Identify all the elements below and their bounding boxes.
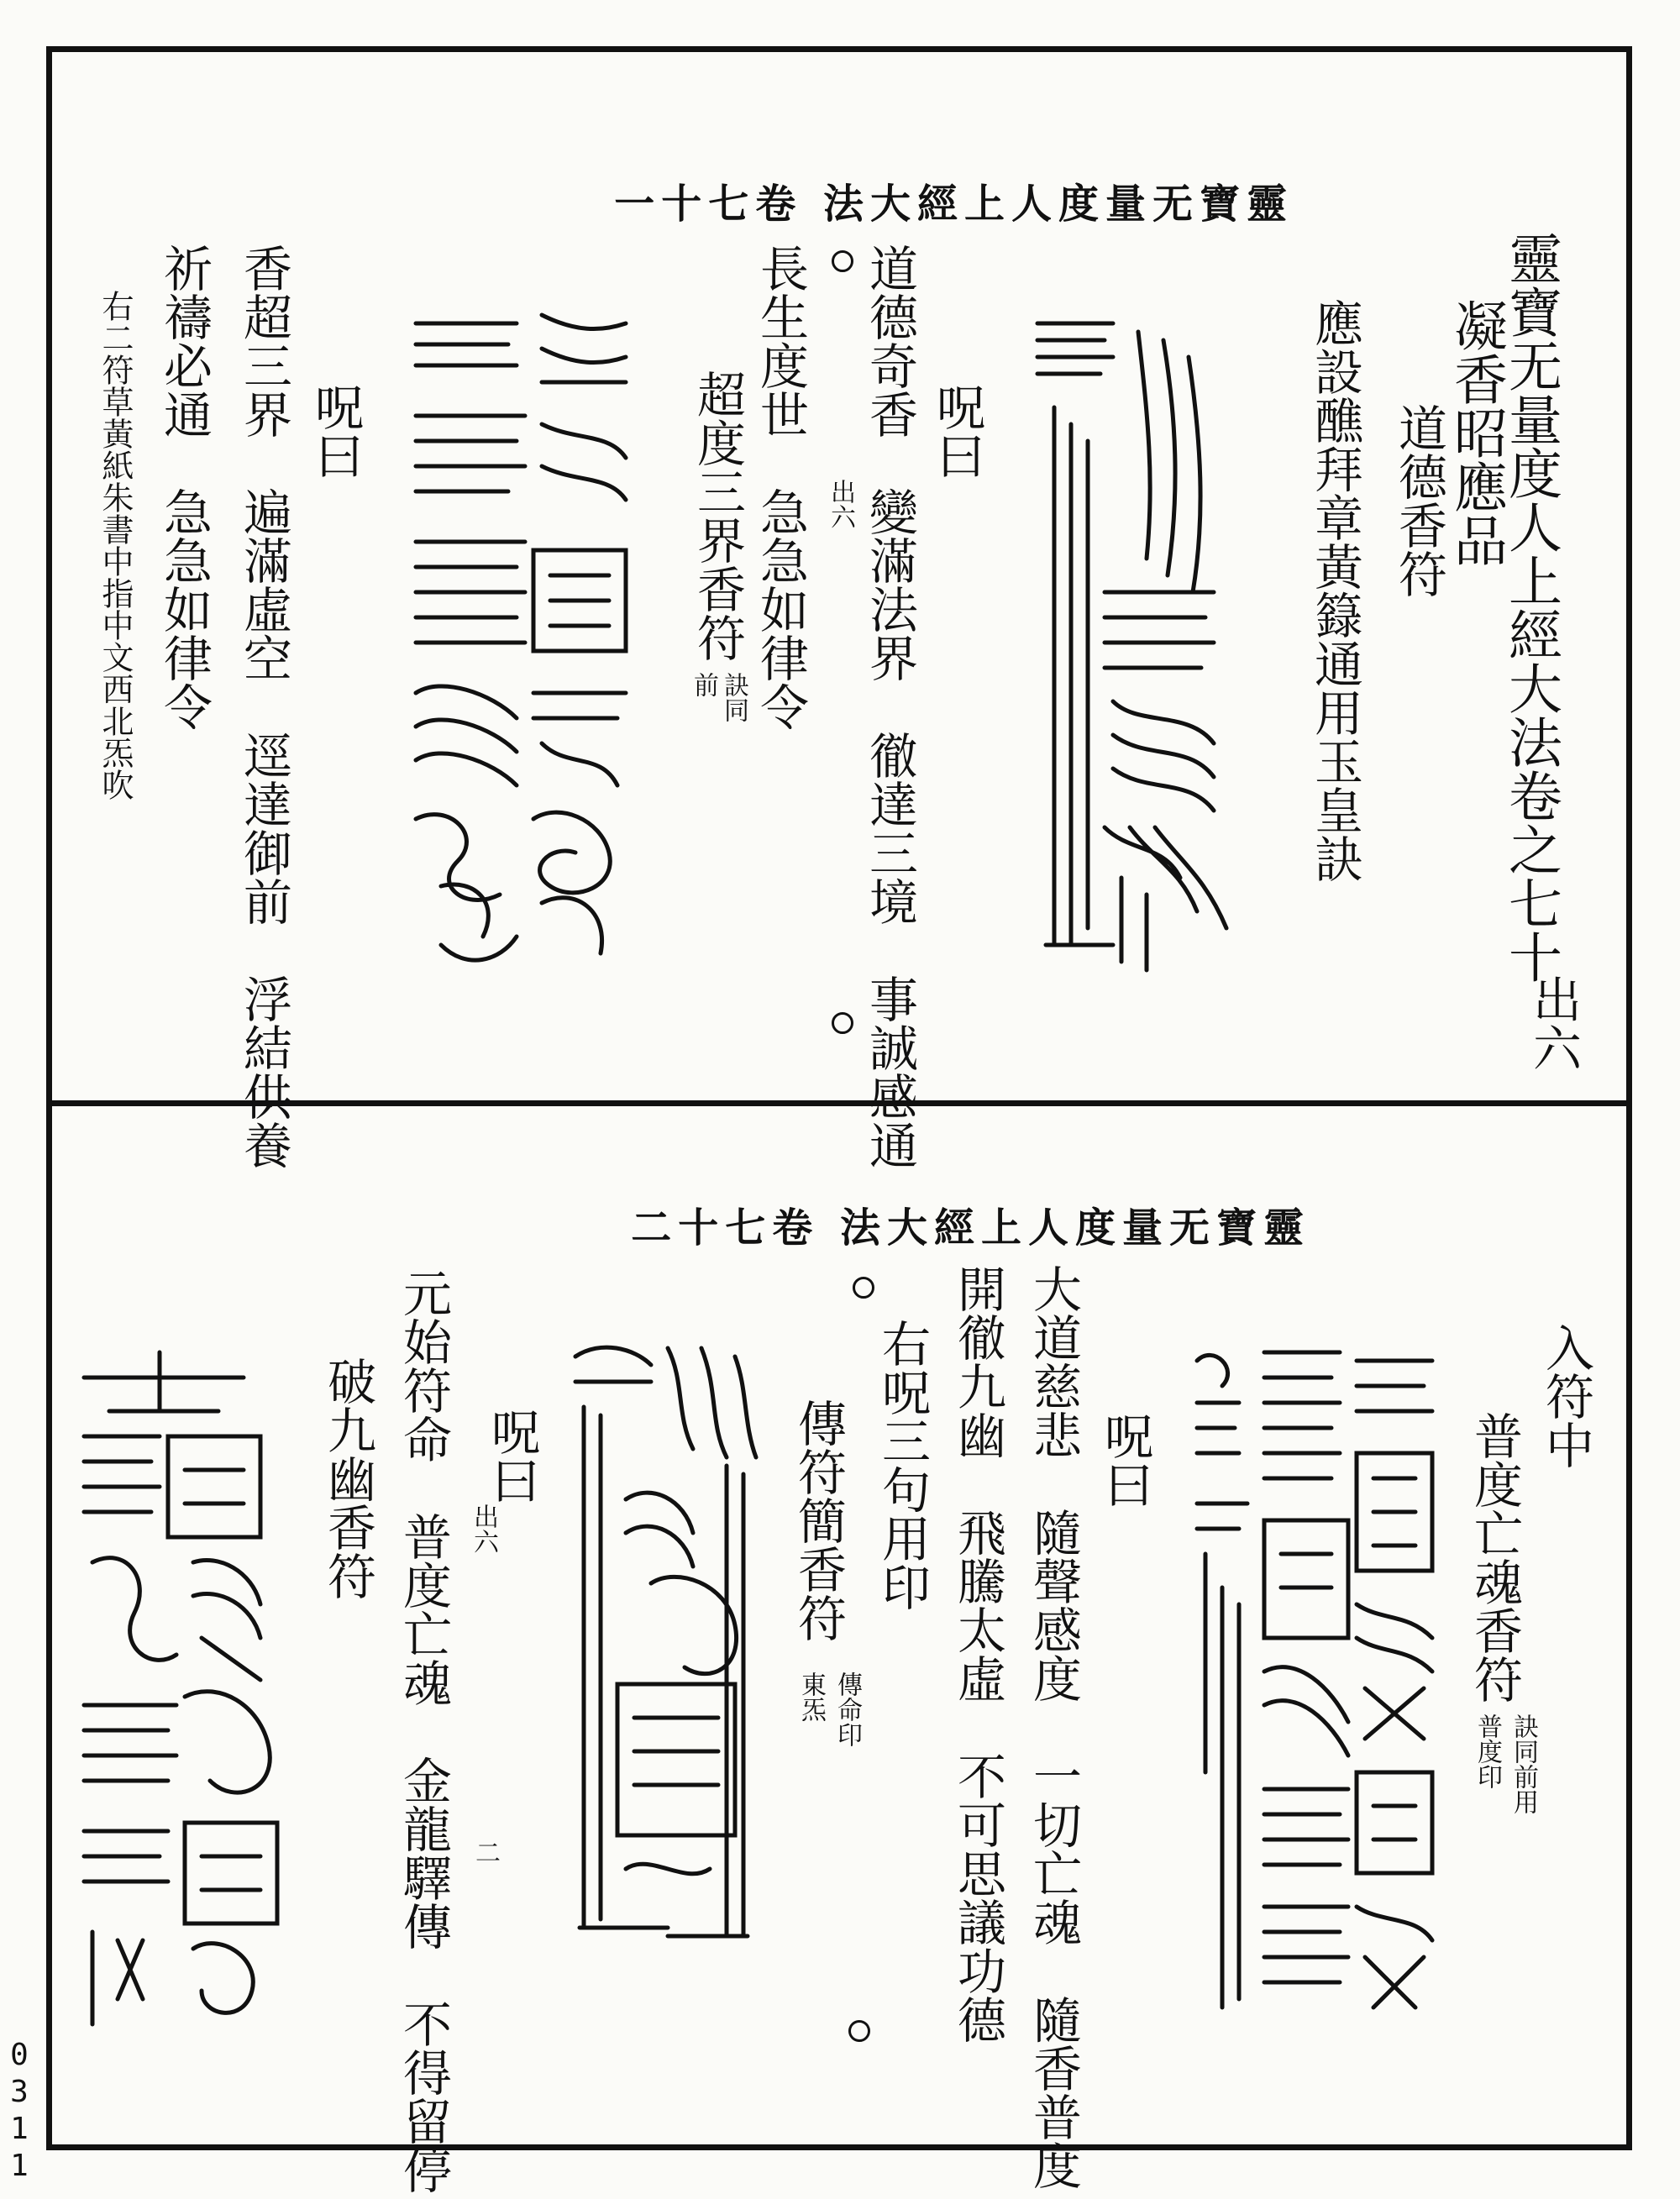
page-number-digit: 1 — [10, 2112, 29, 2146]
talisman-pudu-wanghun-xiang-fu — [1189, 1336, 1441, 2033]
circle-mark — [832, 1012, 853, 1034]
top-talisman1-name: 道德香符 — [1390, 403, 1447, 598]
top-chant2-line-a: 香超三界 遍滿虛空 逕達御前 浮結供養 — [235, 244, 292, 1169]
top-chant1-line-b: 長生度世 急急如律令 — [752, 244, 809, 731]
circle-mark — [853, 1277, 874, 1299]
bottom-chant2-line-a: 元始符命 普度亡魂 金龍驛傳 不得留停 — [395, 1268, 452, 2194]
top-chant1-line-a: 道德奇香 變滿法界 徹達三境 事誠感通 — [861, 244, 918, 1169]
top-chant2-label: 呪曰 — [307, 382, 364, 480]
bottom-into-talisman: 入符中 — [1537, 1323, 1594, 1469]
bottom-talisman1-name: 普度亡魂香符 — [1466, 1411, 1523, 1703]
top-talisman2-note-a: 訣同 — [719, 672, 748, 722]
top-book-title: 靈寶无量度人上經大法卷之七十 — [1499, 231, 1562, 984]
bottom-instruction: 右呪三句用印 — [874, 1319, 931, 1611]
page-number-digit: 3 — [10, 2075, 29, 2109]
top-page-marker: 出六 — [1525, 974, 1582, 1072]
top-chant1-small-note: 出六 — [826, 479, 855, 529]
bottom-chant2-small-b: 二 — [470, 1839, 500, 1865]
top-talisman2-note-b: 前 — [689, 672, 718, 697]
bottom-talisman2-note-b: 東炁 — [796, 1672, 826, 1722]
bottom-talisman1-note-a: 訣同前用 — [1509, 1714, 1538, 1814]
talisman-po-jiuyou-xiang-fu — [76, 1344, 302, 2041]
circle-mark — [848, 2020, 870, 2042]
talisman-chuanfujian-xiang-fu — [567, 1331, 769, 1944]
bottom-talisman2-name: 傳符簡香符 — [790, 1399, 847, 1642]
talisman-chaodu-sanjie-xiang-fu — [407, 298, 643, 979]
bottom-talisman3-name: 破九幽香符 — [319, 1357, 376, 1600]
top-talisman2-name: 超度三界香符 — [689, 370, 746, 662]
top-chant1-label: 呪曰 — [928, 382, 985, 480]
top-footnote: 右二符草黃紙朱書中指中文西北炁吹 — [97, 290, 134, 800]
top-running-header: 靈寶无量度人上經大法 卷七十一 — [614, 181, 1294, 228]
page-number-digit: 0 — [10, 2038, 29, 2072]
bottom-talisman2-note-a: 傳命印 — [832, 1672, 862, 1747]
top-formula-note: 應設醮拜章黃籙通用玉皇訣 — [1306, 298, 1363, 883]
circle-mark — [832, 250, 853, 272]
bottom-chant2-label: 呪曰 — [483, 1407, 540, 1504]
talisman-daode-xiang-fu — [1021, 307, 1239, 979]
top-chant2-line-b: 祈禱必通 急急如律令 — [155, 244, 213, 731]
bottom-running-header: 靈寶无量度人上經大法 卷七十二 — [631, 1204, 1310, 1252]
bottom-talisman1-note-b: 普度印 — [1473, 1714, 1502, 1789]
bottom-chant1-line-a: 大道慈悲 隨聲感度 一切亡魂 隨香普度 — [1025, 1264, 1082, 2190]
bottom-chant2-small-a: 出六 — [469, 1504, 498, 1554]
page-number — [7, 2037, 32, 2185]
bottom-chant1-line-b: 開徹九幽 飛騰太虛 不可思議功德 — [949, 1264, 1006, 2044]
page-number-digit: 1 — [10, 2149, 29, 2183]
bottom-chant1-label: 呪曰 — [1096, 1411, 1153, 1509]
top-chapter-title: 凝香昭應品 — [1445, 298, 1507, 567]
